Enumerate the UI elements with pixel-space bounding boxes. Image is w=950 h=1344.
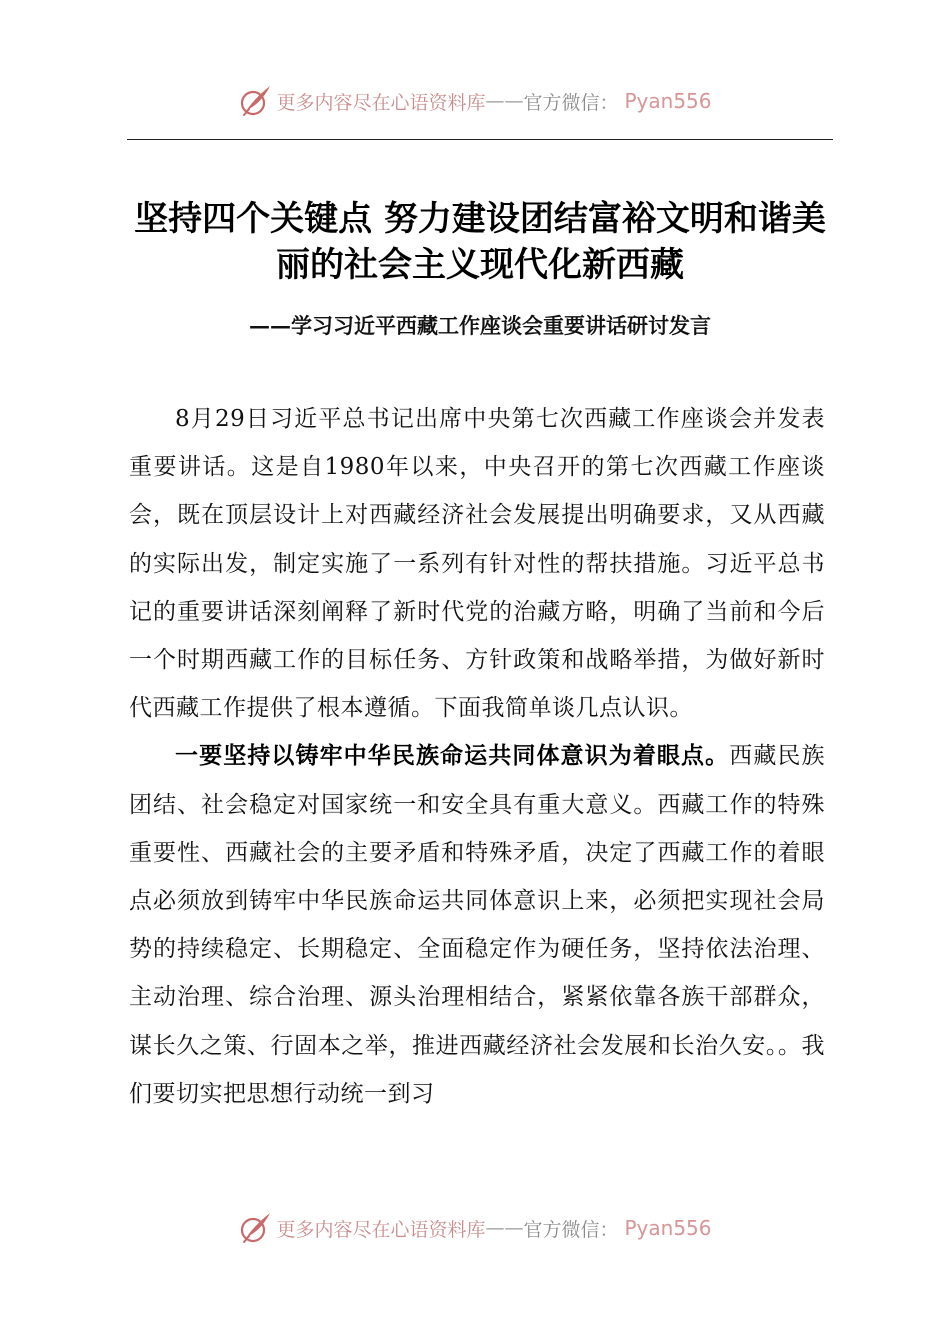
watermark-official-label: 官方微信： — [523, 91, 619, 114]
body-paragraph — [129, 732, 825, 1118]
header-divider — [127, 139, 833, 140]
quill-logo-icon — [238, 84, 272, 118]
document-title: 坚持四个关键点 努力建设团结富裕文明和谐美丽的社会主义现代化新西藏 — [134, 199, 826, 285]
watermark-separator: —— — [485, 1217, 524, 1239]
watermark-wechat-id: Pyan556 — [624, 89, 712, 113]
footer-watermark — [0, 1211, 950, 1245]
watermark-site-name: 更多内容尽在心语资料库 — [276, 91, 486, 114]
body-paragraph — [129, 395, 825, 732]
document-subtitle: ——学习习近平西藏工作座谈会重要讲话研讨发言 — [249, 313, 711, 338]
document-body — [129, 395, 825, 1118]
quill-logo-icon — [238, 1211, 272, 1245]
paragraph-text: 8月29日习近平总书记出席中央第七次西藏工作座谈会并发表重要讲话。这是自1980年以来，中央召开的第七次西藏工作座谈会，既在顶层设计上对西藏经济社会发展提出明确要求，又从西藏的实际出发，制定实施了一系列有针对性的帮扶措施。习近平总书记的重要讲话深刻阐释了新时代党的治藏方略，明确了当前和今后一个时期西藏工作的目标任务、方针政策和战略举措，为做好新时代西藏工作提供了根本遵循。下面我简单谈几点认识。 — [129, 406, 825, 722]
watermark-wechat-id: Pyan556 — [624, 1216, 712, 1240]
paragraph-text: 西藏民族团结、社会稳定对国家统一和安全具有重大意义。西藏工作的特殊重要性、西藏社会的主要矛盾和特殊矛盾，决定了西藏工作的着眼点必须放到铸牢中华民族命运共同体意识上来，必须把实现社会局势的持续稳定、长期稳定、全面稳定作为硬任务，坚持依法治理、主动治理、综合治理、源头治理相结合，紧紧依靠各族干部群众，谋长久之策、行固本之举，推进西藏经济社会发展和长治久安。。我们要切实把思想行动统一到习 — [129, 743, 826, 1107]
paragraph-lead-heading: 一要坚持以铸牢中华民族命运共同体意识为着眼点。 — [175, 743, 730, 770]
header-watermark — [0, 84, 950, 118]
watermark-site-name: 更多内容尽在心语资料库 — [276, 1218, 486, 1241]
watermark-official-label: 官方微信： — [523, 1218, 619, 1241]
watermark-separator: —— — [485, 90, 524, 112]
